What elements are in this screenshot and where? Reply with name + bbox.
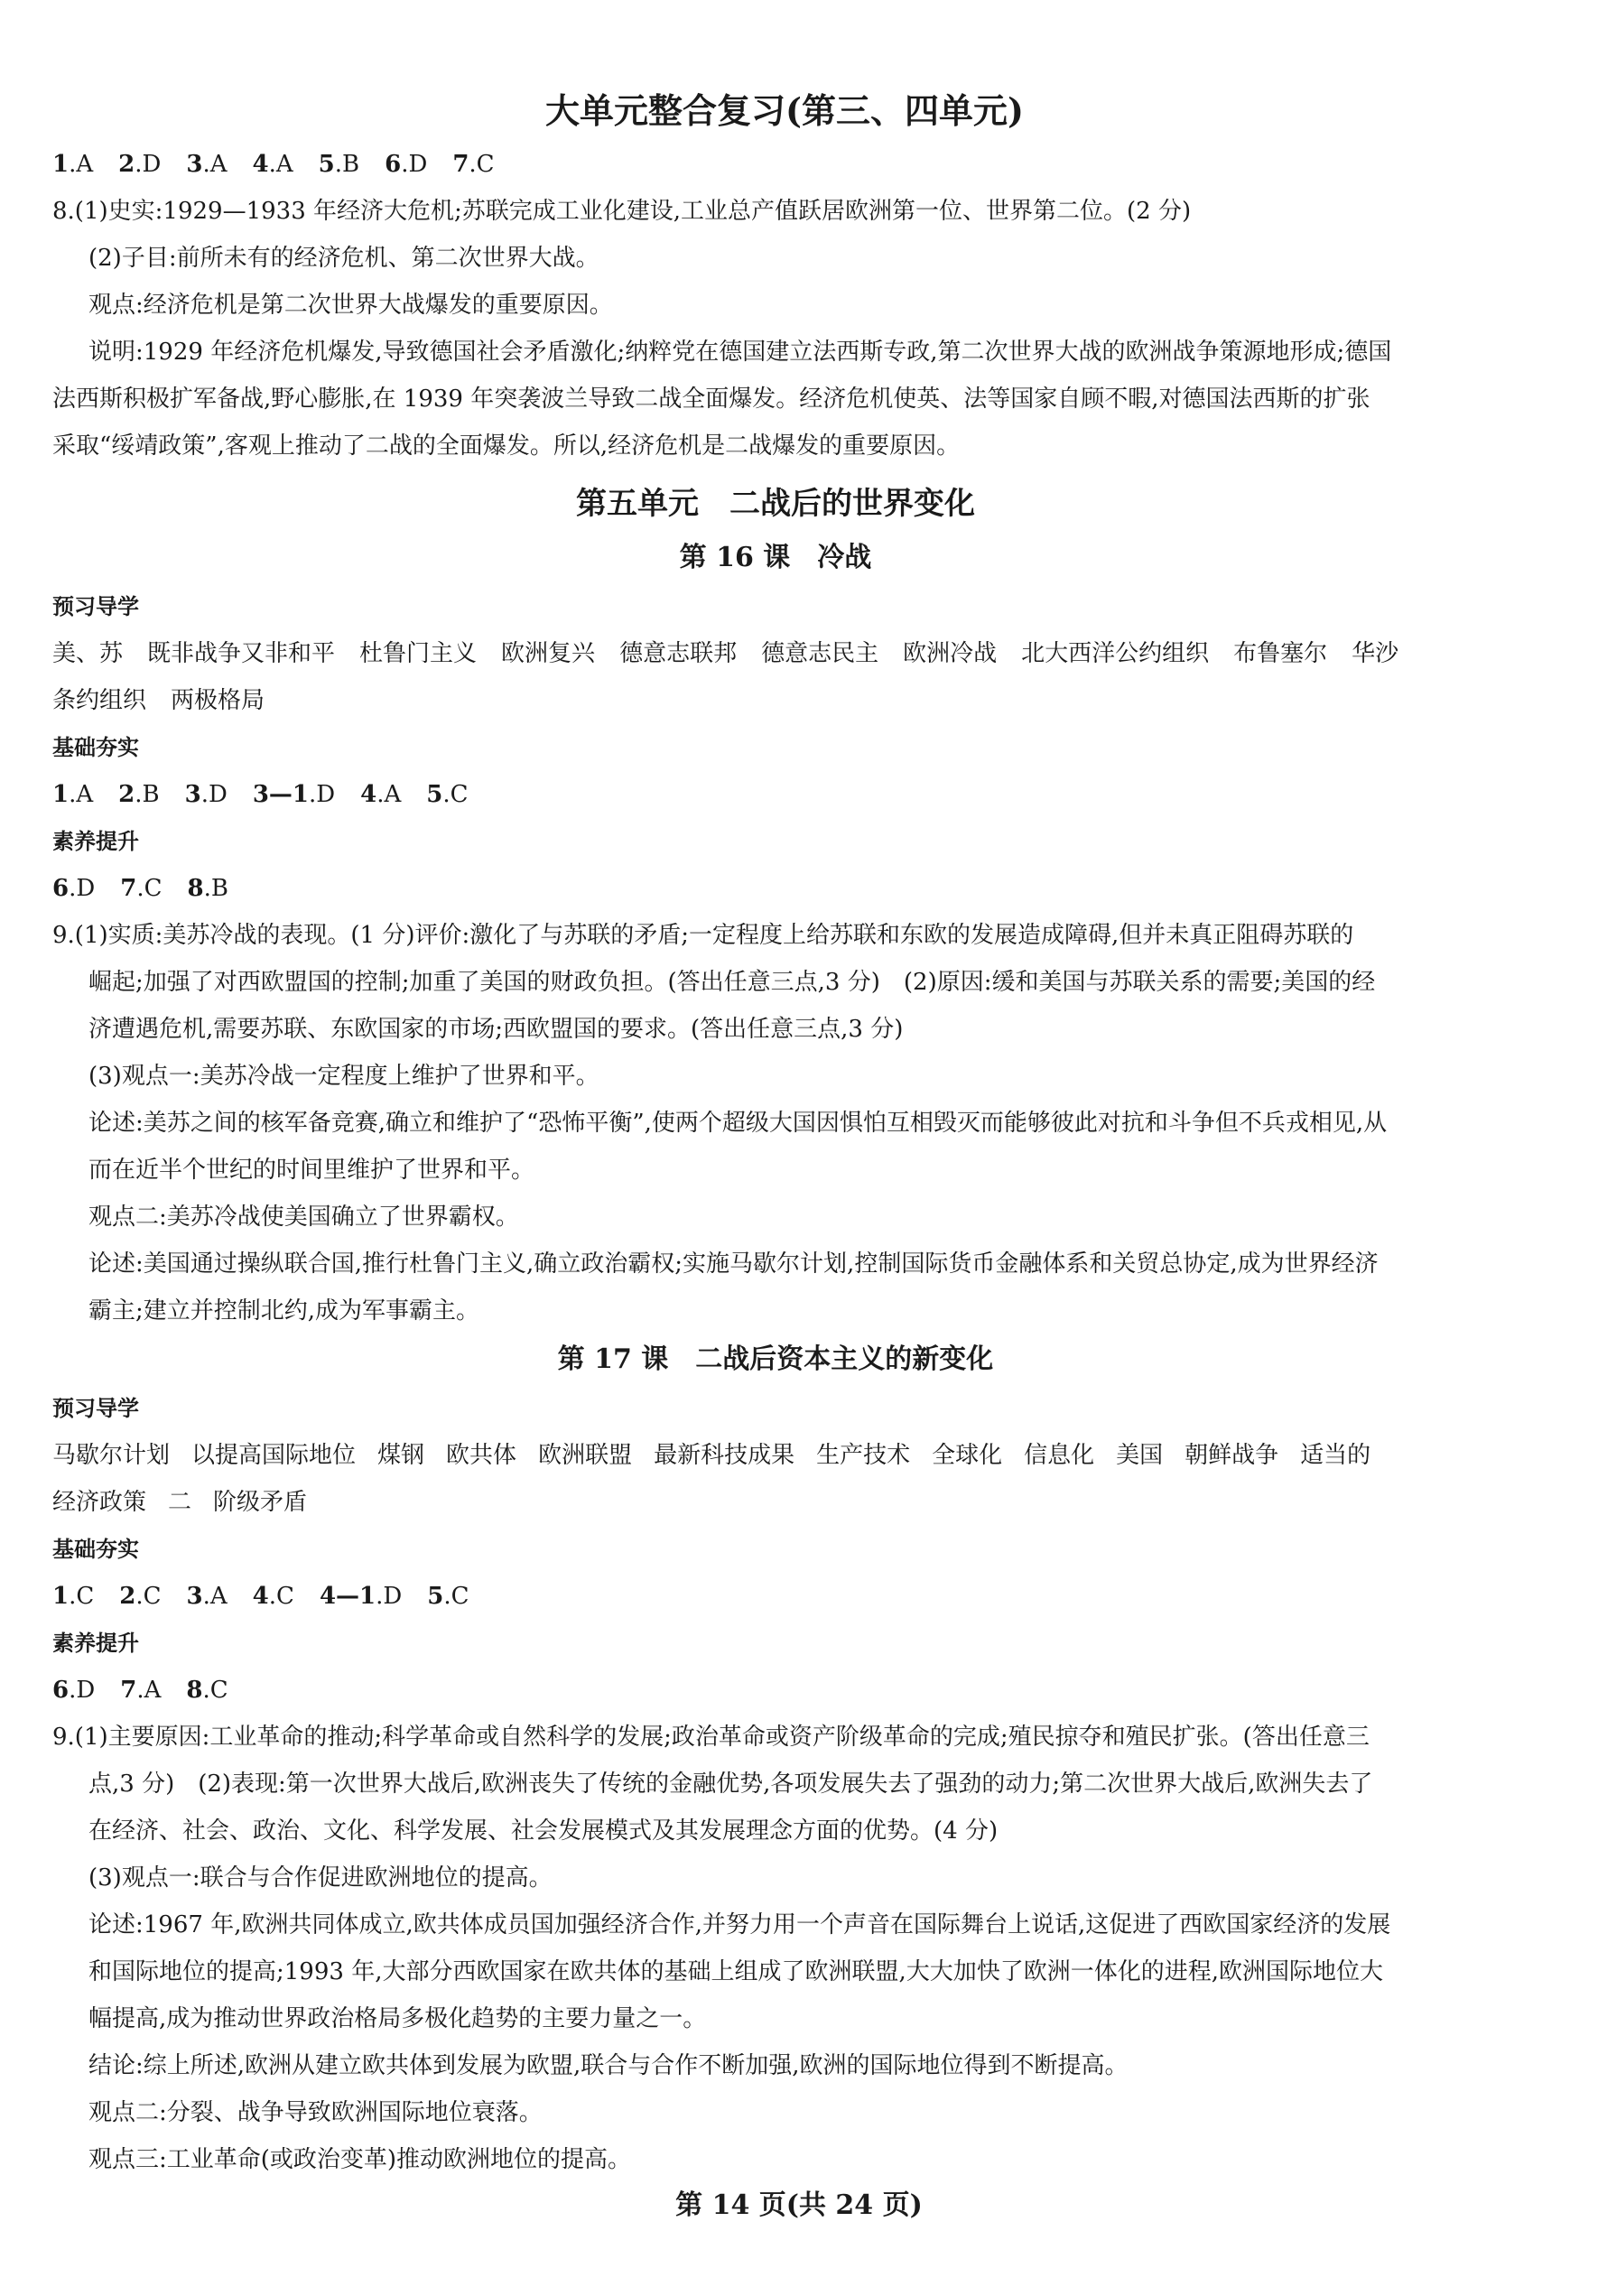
list-item: 欧洲复兴 (501, 640, 596, 667)
review-q8-line: 观点:经济危机是第二次世界大战爆发的重要原因。 (88, 292, 613, 319)
list-item: 1.A (52, 781, 94, 808)
lesson16-q9-line: 论述:美苏之间的核军备竞赛,确立和维护了“恐怖平衡”,使两个超级大国因惧怕互相毁灭而能够彼此对抗和斗争但不兵戎相见,从 (88, 1110, 1388, 1137)
lesson17-title: 第 17 课 二战后资本主义的新变化 (557, 1343, 994, 1375)
list-item: 3.D (184, 781, 228, 808)
list-item: 北大西洋公约组织 (1021, 640, 1210, 667)
lesson17-preview-terms (52, 1479, 1553, 1526)
review-q8-line: (2)子目:前所未有的经济危机、第二次世界大战。 (88, 245, 599, 272)
list-item: 4—1.D (319, 1583, 403, 1610)
lesson16-preview-label: 预习导学 (52, 594, 139, 619)
lesson16-q9-line: 论述:美国通过操纵联合国,推行杜鲁门主义,确立政治霸权;实施马歇尔计划,控制国际货币金融体系和关贸总协定,成为世界经济 (88, 1250, 1379, 1278)
lesson17-q9-line: 9.(1)主要原因:工业革命的推动;科学革命或自然科学的发展;政治革命或资产阶级革命的完成;殖民掠夺和殖民扩张。(答出任意三 (52, 1724, 1370, 1751)
list-item: 德意志联邦 (619, 640, 738, 667)
lesson16-q9-line: (3)观点一:美苏冷战一定程度上维护了世界和平。 (88, 1063, 599, 1090)
list-item: 华沙 (1352, 640, 1399, 667)
list-item: 全球化 (932, 1442, 1003, 1469)
list-item: 7.C (120, 875, 163, 902)
list-item: 适当的 (1300, 1442, 1371, 1469)
review-q8-line: 法西斯积极扩军备战,野心膨胀,在 1939 年突袭波兰导致二战全面爆发。经济危机使英、法等国家自顾不暇,对德国法西斯的扩张 (52, 386, 1370, 413)
list-item: 7.C (452, 151, 495, 178)
lesson17-q9-line: 幅提高,成为推动世界政治格局多极化趋势的主要力量之一。 (88, 2005, 707, 2032)
list-item: 2.D (118, 151, 162, 178)
list-item: 朝鲜战争 (1185, 1442, 1279, 1469)
review-title: 大单元整合复习(第三、四单元) (545, 90, 1024, 131)
list-item: 既非战争又非和平 (147, 640, 336, 667)
lesson16-preview-terms (52, 630, 1553, 677)
list-item: 美、苏 (52, 640, 124, 667)
lesson17-improve-answers (52, 1667, 1553, 1714)
lesson17-basic-label: 基础夯实 (52, 1537, 139, 1562)
list-item: 杜鲁门主义 (359, 640, 478, 667)
list-item: 4.A (252, 151, 293, 178)
list-item: 德意志民主 (761, 640, 879, 667)
lesson17-q9-line: 论述:1967 年,欧洲共同体成立,欧共体成员国加强经济合作,并努力用一个声音在国际舞台上说话,这促进了西欧国家经济的发展 (88, 1911, 1391, 1938)
lesson17-q9-line: (3)观点一:联合与合作促进欧洲地位的提高。 (88, 1864, 553, 1892)
lesson17-q9-line: 点,3 分) (2)表现:第一次世界大战后,欧洲丧失了传统的金融优势,各项发展失去了强劲的动力;第二次世界大战后,欧洲失去了 (88, 1771, 1373, 1798)
list-item: 生产技术 (816, 1442, 911, 1469)
list-item: 3.A (186, 1583, 228, 1610)
lesson16-q9-line: 济遭遇危机,需要苏联、东欧国家的市场;西欧盟国的要求。(答出任意三点,3 分) (88, 1016, 904, 1043)
list-item: 两极格局 (171, 687, 265, 714)
list-item: 欧洲联盟 (538, 1442, 633, 1469)
list-item: 5.B (318, 151, 360, 178)
lesson17-basic-answers (52, 1573, 1553, 1620)
lesson17-q9-line: 观点二:分裂、战争导致欧洲国际地位衰落。 (88, 2099, 543, 2126)
list-item: 2.B (118, 781, 160, 808)
list-item: 煤钢 (377, 1442, 425, 1469)
lesson17-q9-line: 观点三:工业革命(或政治变革)推动欧洲地位的提高。 (88, 2146, 632, 2173)
list-item: 阶级矛盾 (213, 1489, 308, 1516)
list-item: 5.C (426, 781, 469, 808)
list-item: 6.D (52, 875, 96, 902)
lesson16-basic-label: 基础夯实 (52, 735, 139, 760)
list-item: 以提高国际地位 (191, 1442, 357, 1469)
review-q8-line: 采取“绥靖政策”,客观上推动了二战的全面爆发。所以,经济危机是二战爆发的重要原因。 (52, 432, 961, 460)
list-item: 欧洲冷战 (903, 640, 998, 667)
list-item: 3—1.D (252, 781, 336, 808)
lesson17-q9-line: 在经济、社会、政治、文化、科学发展、社会发展模式及其发展理念方面的优势。(4 分) (88, 1817, 999, 1845)
lesson16-q9-line: 崛起;加强了对西欧盟国的控制;加重了美国的财政负担。(答出任意三点,3 分) (2)原因:缓和美国与苏联关系的需要;美国的经 (88, 969, 1376, 996)
list-item: 最新科技成果 (654, 1442, 795, 1469)
lesson17-preview-terms (52, 1432, 1553, 1479)
lesson16-q9-line: 9.(1)实质:美苏冷战的表现。(1 分)评价:激化了与苏联的矛盾;一定程度上给苏联和东欧的发展造成障碍,但并未真正阻碍苏联的 (52, 922, 1354, 949)
lesson16-q9-line: 霸主;建立并控制北约,成为军事霸主。 (88, 1297, 480, 1325)
list-item: 经济政策 (52, 1489, 147, 1516)
unit5-title: 第五单元 二战后的世界变化 (576, 486, 975, 522)
list-item: 条约组织 (52, 687, 147, 714)
list-item: 6.D (52, 1677, 96, 1704)
review-q8-line: 8.(1)史实:1929—1933 年经济大危机;苏联完成工业化建设,工业总产值跃居欧洲第一位、世界第二位。(2 分) (52, 198, 1192, 225)
page-number: 第 14 页(共 24 页) (675, 2189, 923, 2221)
list-item: 马歇尔计划 (52, 1442, 171, 1469)
list-item: 7.A (120, 1677, 162, 1704)
lesson16-title: 第 16 课 冷战 (679, 542, 872, 573)
list-item: 1.A (52, 151, 94, 178)
review-q8-line: 说明:1929 年经济危机爆发,导致德国社会矛盾激化;纳粹党在德国建立法西斯专政,第二次世界大战的欧洲战争策源地形成;德国 (88, 339, 1392, 366)
list-item: 8.C (186, 1677, 228, 1704)
list-item: 4.C (252, 1583, 294, 1610)
list-item: 3.A (186, 151, 228, 178)
list-item: 欧共体 (446, 1442, 517, 1469)
list-item: 4.A (360, 781, 402, 808)
list-item: 2.C (119, 1583, 162, 1610)
lesson17-preview-label: 预习导学 (52, 1396, 139, 1421)
lesson17-q9-line: 结论:综上所述,欧洲从建立欧共体到发展为欧盟,联合与合作不断加强,欧洲的国际地位得到不断提高。 (88, 2052, 1129, 2079)
lesson17-improve-label: 素养提升 (52, 1631, 139, 1656)
list-item: 1.C (52, 1583, 95, 1610)
lesson16-preview-terms (52, 677, 1553, 724)
list-item: 5.C (427, 1583, 469, 1610)
list-item: 6.D (385, 151, 428, 178)
lesson16-q9-line: 观点二:美苏冷战使美国确立了世界霸权。 (88, 1204, 519, 1231)
lesson17-q9-line: 和国际地位的提高;1993 年,大部分西欧国家在欧共体的基础上组成了欧洲联盟,大大加快了欧洲一体化的进程,欧洲国际地位大 (88, 1958, 1383, 1985)
lesson16-basic-answers (52, 771, 1553, 818)
review-answers (52, 141, 1553, 188)
lesson16-q9-line: 而在近半个世纪的时间里维护了世界和平。 (88, 1157, 535, 1184)
lesson16-improve-label: 素养提升 (52, 829, 139, 854)
list-item: 美国 (1116, 1442, 1164, 1469)
list-item: 信息化 (1024, 1442, 1095, 1469)
list-item: 二 (168, 1489, 192, 1516)
list-item: 布鲁塞尔 (1233, 640, 1328, 667)
list-item: 8.B (187, 875, 228, 902)
lesson16-improve-answers (52, 865, 1553, 912)
